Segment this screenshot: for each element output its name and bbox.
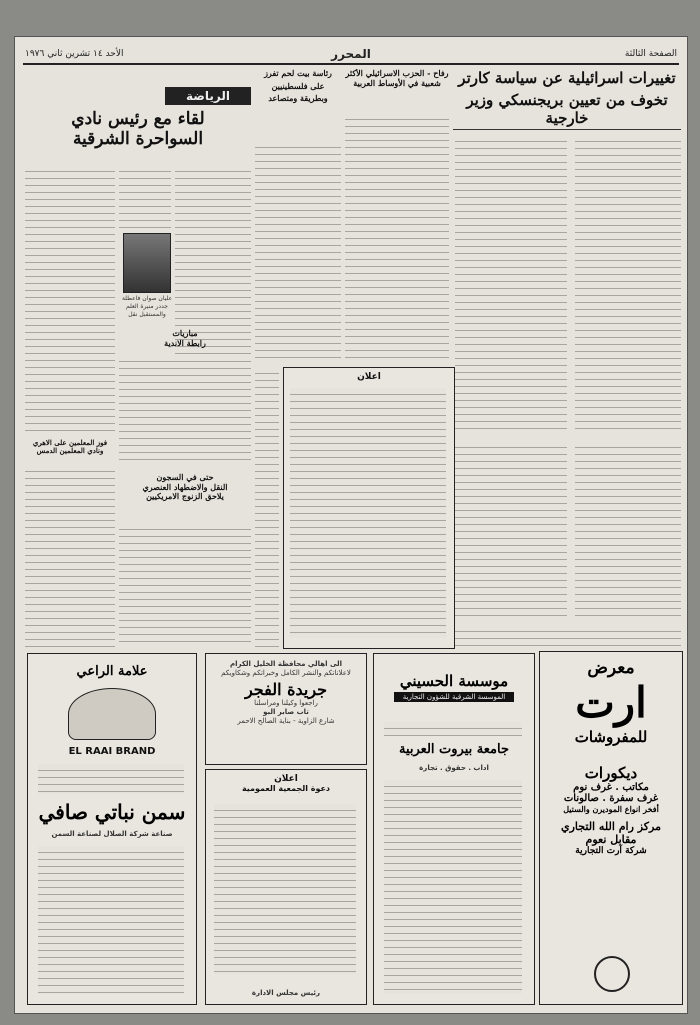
sports-column-3 — [25, 165, 115, 435]
raai-brand-en: EL RAAI BRAND — [68, 746, 156, 757]
jail-story-headline — [119, 473, 251, 521]
furniture-header: معرض — [587, 658, 635, 678]
sports-column-2 — [119, 165, 171, 229]
furniture-brand: ارت — [575, 678, 647, 727]
divider — [453, 129, 681, 130]
sports-sub-1: فوز المعلمين على الاهري — [32, 439, 108, 447]
lead-headline-1: تغييرات اسرائيلية عن سياسة كارتر — [458, 69, 676, 87]
sports-photo — [123, 233, 171, 293]
sports-sub-4: رابطة الاندية — [164, 337, 206, 348]
husseini-intro — [384, 722, 522, 736]
raai-brand-ar: علامة الراعي — [76, 664, 148, 679]
issue-date: الأحد ١٤ تشرين ثاني ١٩٧٦ — [25, 49, 124, 59]
raai-footer: صناعة شركة الصلال لصناعة السمن — [51, 830, 173, 838]
middle-story — [255, 69, 341, 139]
husseini-name: موسسة الحسيني — [399, 672, 509, 690]
announcement-body — [290, 388, 446, 638]
raai-brand-ad — [27, 653, 197, 1005]
furniture-center: مركز رام الله التجاري — [561, 820, 661, 833]
furniture-opposite: مقابل نعوم — [585, 833, 637, 846]
middle-story-body — [255, 141, 341, 363]
photo-caption: عليان صوان فاعطلة جددر منيرة العلم والمستقبل نقل — [121, 295, 173, 318]
lead-story-column-4 — [455, 441, 567, 621]
middle-kicker: رئاسة بيت لحم تفرز — [264, 69, 332, 78]
middle-side-head-1: على فلسطينيين — [271, 80, 325, 91]
sports-sub-3: مباريات — [172, 329, 198, 338]
husseini-faculties: اداب . حقوق . تجارة — [419, 764, 489, 772]
lead-story-column-1 — [575, 135, 681, 435]
sports-banner: الرياضة — [165, 87, 251, 105]
fajr-line-5: شارع الزاوية - بناية الصالح الاحمر — [237, 717, 335, 725]
paper-name: المحرر — [331, 47, 371, 61]
notice-title: اعلان — [274, 774, 298, 784]
fajr-line-1: الى اهالي محافظة الخليل الكرام — [229, 660, 343, 668]
general-assembly-notice — [205, 769, 367, 1005]
jail-headline-1: حتى في السجون — [156, 473, 214, 482]
notice-body — [214, 804, 356, 974]
announcement-box — [283, 367, 455, 649]
shepherd-emblem — [68, 688, 156, 740]
notice-subtitle: دعوة الجمعية العمومية — [241, 784, 331, 793]
furniture-line-2: غرف سفرة . صالونات — [563, 793, 659, 804]
lead-story-tail — [455, 625, 681, 647]
fajr-line-4: تاب صابر البو — [263, 708, 309, 716]
raai-ad-details — [38, 846, 184, 994]
fajr-line-3: راجعوا وكيلنا ومراسلنا — [254, 699, 318, 707]
sports-headline-2: السواحرة الشرقية — [72, 129, 204, 150]
masthead — [23, 45, 679, 65]
sports-column-5 — [119, 355, 251, 465]
art-logo-icon — [594, 956, 630, 992]
fajr-line-2: لاعلاناتكم والنشر الكامل وخبراتكم وشكاويكم — [221, 669, 351, 677]
lead-story-column-3 — [575, 441, 681, 621]
middle-side-head-2: وبطريقة ومتصاعد — [268, 93, 328, 104]
sports-subhead-b — [119, 329, 251, 353]
sports-headline — [25, 109, 251, 161]
sports-column-4 — [25, 465, 115, 647]
husseini-ad — [373, 653, 535, 1005]
husseini-subtitle: الموسسة الشرقية للشؤون التجارية — [394, 692, 514, 702]
furniture-line-3: أفخر انواع الموديرن والستيل — [563, 804, 659, 814]
announcement-title: اعلان — [357, 372, 381, 382]
furniture-decor: ديكورات — [584, 764, 638, 782]
notice-signature: رئيس مجلس الادارة — [251, 989, 321, 997]
page-label: الصفحة الثالثة — [624, 49, 677, 59]
sports-headline-1: لقاء مع رئيس نادي — [71, 109, 205, 129]
furniture-ad — [539, 651, 683, 1005]
zionist-story-headline — [345, 69, 449, 109]
jail-headline-2: النقل والاضطهاد العنصري — [142, 481, 228, 492]
sports-subhead-a — [25, 439, 115, 463]
zionist-story-body — [345, 113, 449, 363]
furniture-company: شركة آرت التجارية — [575, 846, 647, 856]
jail-headline-3: يلاحق الزنوج الامريكيين — [146, 491, 224, 502]
lead-story-headline — [453, 69, 681, 127]
furniture-sub: للمفروشات — [574, 728, 648, 746]
zionist-headline: رفاح - الحزب الاسرائيلي الأكثر شعبية في الأوساط العربية — [345, 69, 449, 88]
fajr-ad — [205, 653, 367, 765]
furniture-line-1: مكاتب . غرف نوم — [573, 782, 649, 793]
newspaper-page — [14, 36, 688, 1014]
sports-sub-2: ونادي المعلمين الدمس — [36, 446, 104, 456]
raai-ad-text — [38, 764, 184, 794]
husseini-university: جامعة بيروت العربية — [398, 742, 509, 757]
announcement-side-column — [255, 367, 279, 647]
husseini-details — [384, 780, 522, 994]
lead-story-column-2 — [455, 135, 567, 435]
lead-headline-2: تخوف من تعيين بريجنسكي وزير خارجية — [466, 91, 668, 127]
raai-product: سمن نباتي صافي — [38, 800, 186, 824]
jail-story-body — [119, 523, 251, 647]
fajr-title: جريدة الفجر — [244, 680, 328, 699]
